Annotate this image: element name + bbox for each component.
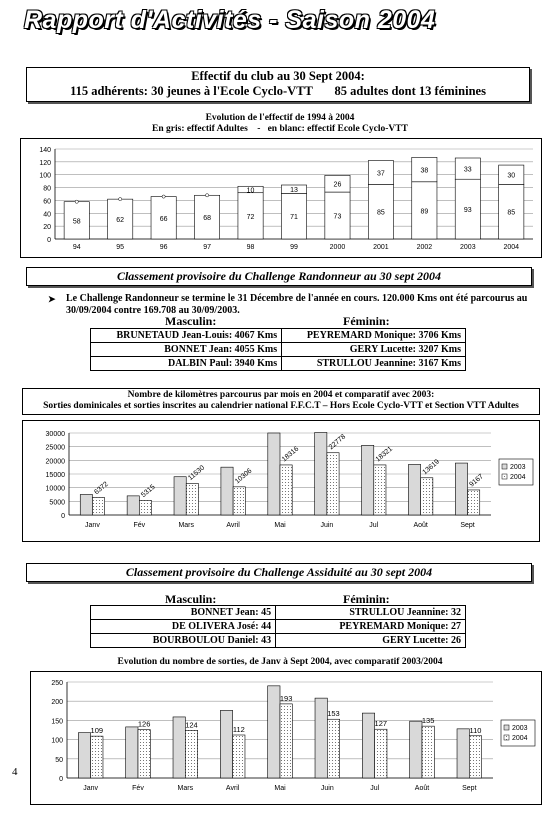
- data-label-adultes: 72: [246, 213, 255, 221]
- assiduite-masculin-3: BOURBOULOU Daniel: 43: [91, 634, 276, 648]
- randonneur-bullet: [48, 293, 540, 317]
- x-tick-label: 96: [159, 244, 168, 251]
- data-label: 124: [185, 720, 198, 730]
- x-tick-label: Fév: [132, 785, 144, 792]
- data-label: 22778: [327, 433, 348, 452]
- km-chart: [22, 420, 540, 542]
- chart1-caption: [20, 113, 540, 135]
- y-tick-label: 20000: [45, 458, 65, 466]
- data-label: 18321: [374, 445, 395, 464]
- bar-2004: [327, 719, 339, 778]
- legend-label-2003: 2003: [510, 464, 526, 471]
- sorties-chart: [30, 671, 542, 805]
- y-tick-label: 150: [51, 718, 63, 726]
- data-label-ecole: 13: [290, 187, 298, 195]
- x-tick-label: Mai: [274, 785, 286, 792]
- data-label-adultes: 73: [333, 213, 342, 221]
- data-label: 5315: [140, 483, 157, 500]
- data-label-adultes: 85: [377, 209, 385, 217]
- bar-top-marker: [205, 194, 208, 197]
- y-tick-label: 250: [51, 680, 63, 687]
- data-label-ecole: 33: [463, 166, 472, 174]
- table-row: [91, 634, 466, 648]
- bar-2004: [139, 500, 151, 515]
- data-label: 135: [421, 716, 435, 726]
- bar-2004: [280, 465, 292, 515]
- legend-label-2004: 2004: [512, 735, 528, 742]
- effectif-line1: Effectif du club au 30 Sept 2004:: [191, 69, 365, 83]
- data-label-adultes: 71: [290, 214, 298, 222]
- randonneur-feminin-label: Féminin:: [343, 314, 390, 328]
- data-label-adultes: 62: [116, 217, 125, 225]
- data-label: 153: [327, 709, 340, 719]
- randonneur-feminin-2: GERY Lucette: 3207 Kms: [282, 343, 466, 357]
- x-tick-label: Jul: [369, 522, 379, 529]
- x-tick-label: 98: [246, 244, 255, 251]
- bar-2003: [220, 710, 232, 778]
- data-label-adultes: 85: [507, 209, 516, 217]
- bar-2004: [185, 730, 197, 778]
- legend-swatch-2003: [504, 725, 509, 730]
- data-label: 9167: [468, 473, 485, 489]
- bar-2004: [280, 704, 292, 778]
- bar-2003: [127, 496, 139, 515]
- x-tick-label: Mars: [177, 785, 194, 792]
- data-label-adultes: 89: [420, 208, 429, 216]
- data-label: 110: [469, 725, 482, 735]
- bar-2004: [138, 730, 150, 778]
- data-label: 18316: [280, 445, 301, 464]
- x-tick-label: 99: [290, 244, 298, 251]
- assiduite-feminin-1: STRULLOU Jeannine: 32: [276, 606, 466, 620]
- assiduite-table: [90, 605, 466, 648]
- y-tick-label: 120: [39, 159, 51, 167]
- assiduite-masculin-2: DE OLIVERA José: 44: [91, 620, 276, 634]
- legend-box: [501, 720, 535, 746]
- bar-2003: [268, 433, 280, 515]
- randonneur-masculin-3: DALBIN Paul: 3940 Kms: [91, 357, 282, 371]
- bar-2003: [174, 477, 186, 515]
- data-label: 13619: [421, 458, 441, 477]
- bar-2004: [186, 483, 198, 515]
- table-row: [91, 620, 466, 634]
- y-tick-label: 100: [51, 737, 63, 745]
- legend-label-2003: 2003: [512, 725, 528, 732]
- bar-2004: [91, 736, 103, 778]
- randonneur-feminin-1: PEYREMARD Monique: 3706 Kms: [282, 329, 466, 343]
- y-tick-label: 40: [43, 211, 51, 219]
- data-label: 109: [90, 726, 104, 736]
- x-tick-label: Sept: [460, 522, 475, 529]
- randonneur-feminin-3: STRULLOU Jeannine: 3167 Kms: [282, 357, 466, 371]
- legend-swatch-2003: [502, 464, 507, 469]
- bullet-arrow-icon: ➤: [48, 294, 56, 304]
- bar-2004: [374, 465, 386, 515]
- chart2-caption: [22, 388, 540, 415]
- x-tick-label: Juin: [320, 785, 334, 792]
- bar-2004: [469, 736, 481, 778]
- data-label-ecole: 30: [507, 172, 516, 180]
- x-tick-label: 2001: [373, 244, 389, 251]
- chart-legend: [501, 720, 535, 746]
- bar-2003: [362, 445, 374, 515]
- randonneur-table: [90, 328, 466, 371]
- bar-2003: [80, 495, 92, 516]
- x-tick-label: 2004: [503, 244, 520, 251]
- data-label-adultes: 93: [463, 207, 472, 215]
- y-tick-label: 20: [43, 224, 51, 232]
- data-label-ecole: 26: [333, 181, 342, 189]
- assiduite-feminin-2: PEYREMARD Monique: 27: [276, 620, 466, 634]
- y-tick-label: 140: [39, 147, 51, 154]
- x-tick-label: Août: [414, 785, 430, 792]
- bar-2004: [233, 735, 245, 778]
- x-tick-label: 97: [203, 244, 211, 251]
- y-tick-label: 50: [55, 756, 63, 764]
- bar-2003: [315, 432, 327, 515]
- x-tick-label: 2000: [329, 244, 346, 251]
- x-tick-label: Avril: [225, 785, 240, 792]
- table-row: [91, 606, 466, 620]
- bar-2003: [408, 464, 420, 515]
- chart-legend: [499, 459, 533, 485]
- page-number: 4: [12, 766, 18, 778]
- y-tick-label: 0: [47, 237, 51, 244]
- x-tick-label: Fév: [133, 522, 146, 529]
- bar-2003: [126, 727, 138, 778]
- table-row: [91, 357, 466, 371]
- chart3-caption: Evolution du nombre de sorties, de Janv à Sept 2004, avec comparatif 2003/2004: [117, 657, 443, 667]
- chart2-caption-line2: Sorties dominicales et sorties inscrites au calendrier national F.F.C.T – Hors Ecole Cyclo-VTT et Section VTT Adultes: [43, 401, 519, 411]
- x-tick-label: Sept: [462, 785, 477, 792]
- assiduite-masculin-label: Masculin:: [165, 592, 217, 606]
- assiduite-masculin-1: BONNET Jean: 45: [91, 606, 276, 620]
- bar-2003: [221, 467, 233, 515]
- data-label: 11530: [187, 464, 207, 483]
- bar-2004: [422, 726, 434, 778]
- assiduite-feminin-label: Féminin:: [343, 592, 390, 606]
- data-label: 126: [137, 719, 151, 729]
- effectif-line2: 115 adhérents: 30 jeunes à l'Ecole Cyclo-VTT 85 adultes dont 13 féminines: [70, 84, 486, 98]
- bar-2003: [268, 686, 280, 778]
- x-tick-label: Août: [413, 522, 428, 529]
- table-row: [91, 329, 466, 343]
- bar-2004: [375, 729, 387, 778]
- y-tick-label: 30000: [45, 431, 65, 438]
- bar-2003: [173, 717, 185, 778]
- data-label: 10306: [233, 467, 254, 486]
- bar-top-marker: [119, 198, 122, 201]
- bar-top-marker: [162, 195, 165, 198]
- data-label: 112: [232, 724, 245, 734]
- randonneur-masculin-label: Masculin:: [165, 314, 217, 328]
- y-tick-label: 60: [43, 198, 51, 206]
- effectif-chart: [20, 138, 542, 258]
- randonneur-heading: Classement provisoire du Challenge Randonneur au 30 sept 2004: [26, 267, 532, 286]
- x-tick-label: Janv: [85, 522, 100, 529]
- data-label-adultes: 68: [203, 215, 211, 223]
- data-label-adultes: 58: [72, 218, 81, 226]
- x-tick-label: 2003: [460, 244, 476, 251]
- bar-2004: [327, 453, 339, 515]
- randonneur-bullet-text: Le Challenge Randonneur se termine le 31 Décembre de l'année en cours. 120.000 Kms ont été parcourus au 30/09/2004 contre 169.708 au 30/09/2003.: [66, 293, 528, 316]
- x-tick-label: 2002: [416, 244, 433, 251]
- data-label: 127: [374, 719, 388, 729]
- table-row: [91, 343, 466, 357]
- chart1-caption-line1: Evolution de l'effectif de 1994 à 2004: [205, 113, 355, 123]
- y-tick-label: 0: [61, 513, 65, 520]
- y-tick-label: 25000: [45, 444, 65, 452]
- y-tick-label: 15000: [45, 472, 65, 479]
- randonneur-masculin-2: BONNET Jean: 4055 Kms: [91, 343, 282, 357]
- y-tick-label: 10000: [45, 485, 65, 493]
- bar-2003: [457, 729, 469, 778]
- bar-2003: [410, 721, 422, 778]
- legend-swatch-2004: [502, 474, 507, 479]
- y-tick-label: 5000: [49, 499, 65, 507]
- assiduite-heading: Classement provisoire du Challenge Assiduité au 30 sept 2004: [26, 563, 532, 582]
- bar-2004: [421, 478, 433, 515]
- y-tick-label: 0: [59, 776, 63, 783]
- x-tick-label: 95: [116, 244, 125, 251]
- x-tick-label: 94: [72, 244, 81, 251]
- legend-label-2004: 2004: [510, 474, 526, 481]
- page-title: Rapport d'Activités - Saison 2004: [24, 6, 436, 34]
- bar-2003: [78, 733, 90, 778]
- effectif-box: [26, 67, 530, 102]
- x-tick-label: Janv: [83, 785, 99, 792]
- randonneur-masculin-1: BRUNETAUD Jean-Louis: 4067 Kms: [91, 329, 282, 343]
- legend-box: [499, 459, 533, 485]
- chart2-caption-line1: Nombre de kilomètres parcourus par mois en 2004 et comparatif avec 2003:: [127, 390, 435, 400]
- y-tick-label: 100: [39, 172, 51, 180]
- x-tick-label: Jul: [370, 785, 380, 792]
- data-label-ecole: 37: [377, 170, 385, 178]
- x-tick-label: Mars: [178, 522, 195, 529]
- bar-2004: [92, 498, 104, 515]
- legend-swatch-2004: [504, 735, 509, 740]
- assiduite-feminin-3: GERY Lucette: 26: [276, 634, 466, 648]
- y-tick-label: 200: [51, 699, 63, 707]
- data-label: 6372: [93, 480, 110, 497]
- x-tick-label: Avril: [226, 522, 240, 529]
- bar-2003: [315, 698, 327, 778]
- bar-2003: [455, 463, 467, 515]
- chart1-caption-line2: En gris: effectif Adultes - en blanc: effectif Ecole Cyclo-VTT: [152, 124, 408, 134]
- x-tick-label: Mai: [274, 522, 286, 529]
- data-label: 193: [279, 693, 293, 703]
- bar-2004: [233, 487, 245, 515]
- bar-2004: [468, 490, 480, 515]
- bar-top-marker: [75, 200, 78, 203]
- data-label-ecole: 38: [420, 167, 429, 175]
- data-label-ecole: 10: [246, 187, 255, 195]
- data-label-adultes: 66: [159, 215, 168, 223]
- y-tick-label: 80: [43, 185, 51, 193]
- x-tick-label: Juin: [320, 522, 334, 529]
- bar-2003: [362, 713, 374, 778]
